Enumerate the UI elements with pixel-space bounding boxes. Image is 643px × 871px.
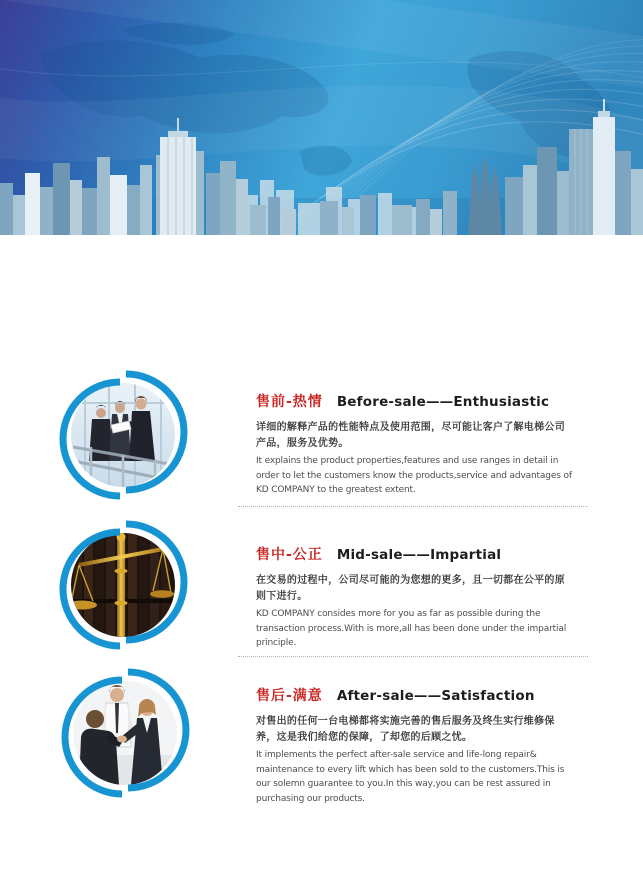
section-before-sale	[256, 391, 572, 498]
hero-banner	[0, 0, 643, 235]
before-sale-photo-badge	[57, 369, 189, 501]
world-map-swoosh-art	[0, 0, 643, 235]
section-mid-sale	[256, 544, 572, 651]
section-title	[256, 391, 572, 411]
section-title	[256, 685, 572, 705]
dotted-divider	[238, 506, 588, 507]
after-sale-photo-badge	[59, 667, 191, 799]
title-en-mid-sale: Mid-sale——Impartial	[336, 547, 502, 563]
body-en-after-sale: It implements the perfect after-sale service and life-long repair& maintenance to every lift which has been sold to the customers.This is our solemn guarantee to you.In this way,you can be rest assured in purchasing our products.	[256, 750, 565, 804]
body-en-before-sale: It explains the product properties,features and use ranges in detail in order to let the customers know the products,service and advantages of KD COMPANY to the greatest extent.	[256, 456, 572, 495]
body-en-mid-sale: KD COMPANY consides more for you as far as possible during the transaction process.With is more,all has been done under the impartial principle.	[256, 609, 567, 648]
section-after-sale	[256, 685, 572, 806]
dotted-divider	[238, 656, 588, 657]
title-en-after-sale: After-sale——Satisfaction	[336, 688, 535, 704]
handshake-photo	[59, 667, 191, 799]
title-zh-before-sale: 售前-热情	[256, 394, 323, 410]
mid-sale-photo-badge	[57, 519, 189, 651]
title-en-before-sale: Before-sale——Enthusiastic	[336, 394, 550, 410]
body-zh-mid-sale: 在交易的过程中，公司尽可能的为您想的更多，且一切都在公平的原则下进行。	[256, 575, 565, 602]
title-zh-after-sale: 售后-满意	[256, 688, 323, 704]
scales-of-justice-photo	[57, 519, 189, 651]
business-team-discussion-photo	[57, 369, 189, 501]
body-zh-before-sale: 详细的解释产品的性能特点及使用范围，尽可能让客户了解电梯公司产品，服务及优势。	[256, 422, 565, 449]
title-zh-mid-sale: 售中-公正	[256, 547, 323, 563]
body-zh-after-sale: 对售出的任何一台电梯都将实施完善的售后服务及终生实行维修保养，这是我们给您的保障，了却您的后顾之忧。	[256, 716, 555, 743]
section-title	[256, 544, 572, 564]
